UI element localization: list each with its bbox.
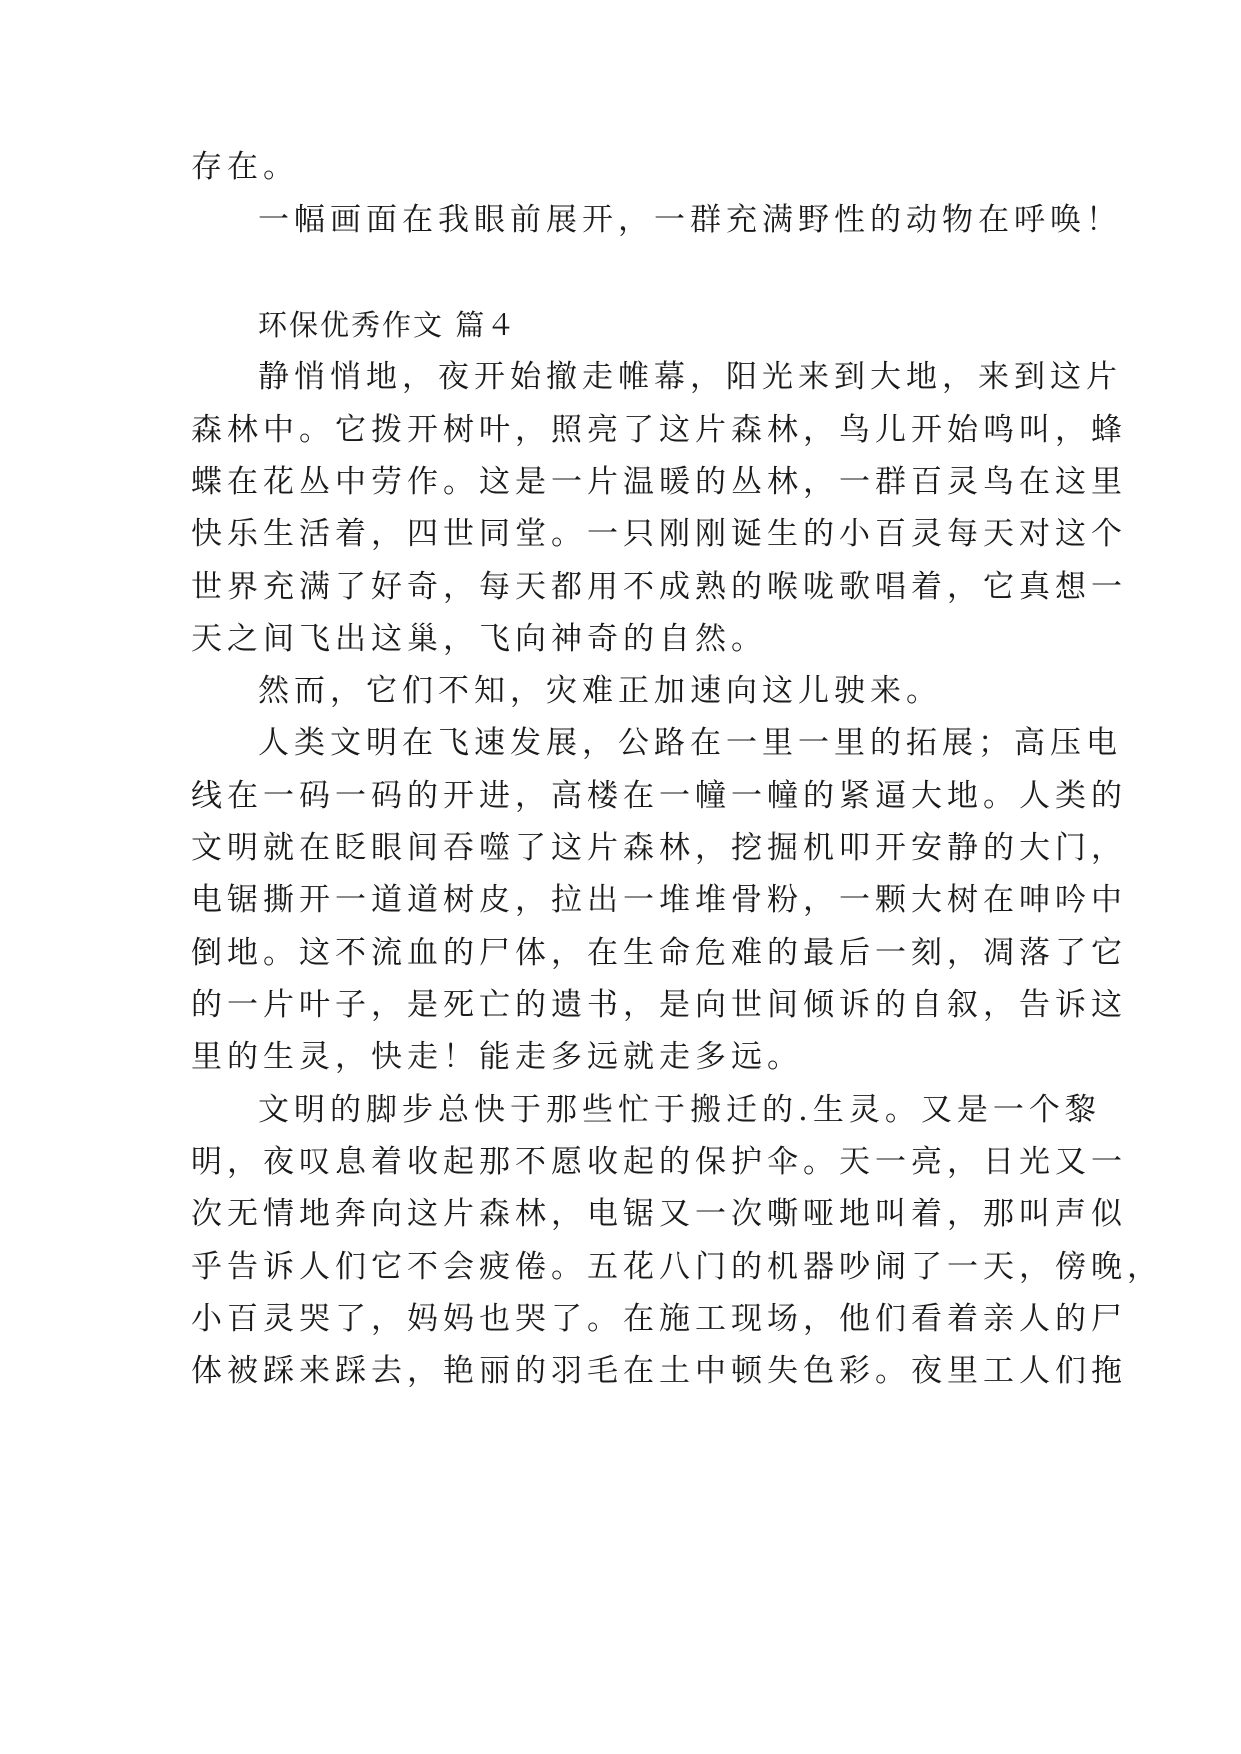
paragraph-line: 里的生灵，快走！能走多远就走多远。 [191, 1039, 803, 1075]
paragraph-line: 线在一码一码的开进，高楼在一幢一幢的紧逼大地。人类的 [191, 778, 1127, 814]
paragraph-line: 天之间飞出这巢，飞向神奇的自然。 [191, 621, 767, 657]
paragraph-line: 电锯撕开一道道树皮，拉出一堆堆骨粉，一颗大树在呻吟中 [191, 882, 1127, 918]
paragraph-line: 明，夜叹息着收起那不愿收起的保护伞。天一亮，日光又一 [191, 1144, 1127, 1180]
paragraph-line: 一幅画面在我眼前展开，一群充满野性的动物在呼唤！ [258, 202, 1122, 238]
paragraph-line: 快乐生活着，四世同堂。一只刚刚诞生的小百灵每天对这个 [191, 516, 1127, 552]
paragraph-line: 次无情地奔向这片森林，电锯又一次嘶哑地叫着，那叫声似 [191, 1196, 1127, 1232]
paragraph-line: 的一片叶子，是死亡的遗书，是向世间倾诉的自叙，告诉这 [191, 987, 1127, 1023]
section-heading: 环保优秀作文 篇４ [258, 308, 518, 342]
paragraph-line: 倒地。这不流血的尸体，在生命危难的最后一刻，凋落了它 [191, 935, 1127, 971]
paragraph-line: 乎告诉人们它不会疲倦。五花八门的机器吵闹了一天，傍晚， [191, 1249, 1163, 1285]
paragraph-line: 文明的脚步总快于那些忙于搬迁的.生灵。又是一个黎 [258, 1092, 1101, 1128]
paragraph-line: 蝶在花丛中劳作。这是一片温暖的丛林，一群百灵鸟在这里 [191, 464, 1127, 500]
paragraph-line: 人类文明在飞速发展，公路在一里一里的拓展；高压电 [258, 725, 1122, 761]
paragraph-line: 体被踩来踩去，艳丽的羽毛在土中顿失色彩。夜里工人们拖 [191, 1353, 1127, 1389]
paragraph-line: 存在。 [191, 149, 299, 185]
paragraph-line: 世界充满了好奇，每天都用不成熟的喉咙歌唱着，它真想一 [191, 569, 1127, 605]
paragraph-line: 静悄悄地，夜开始撤走帷幕，阳光来到大地，来到这片 [258, 359, 1122, 395]
paragraph-line: 小百灵哭了，妈妈也哭了。在施工现场，他们看着亲人的尸 [191, 1301, 1127, 1337]
paragraph-line: 森林中。它拨开树叶，照亮了这片森林，鸟儿开始鸣叫，蜂 [191, 412, 1127, 448]
paragraph-line: 文明就在眨眼间吞噬了这片森林，挖掘机叩开安静的大门， [191, 830, 1127, 866]
paragraph-line: 然而，它们不知，灾难正加速向这儿驶来。 [258, 673, 942, 709]
